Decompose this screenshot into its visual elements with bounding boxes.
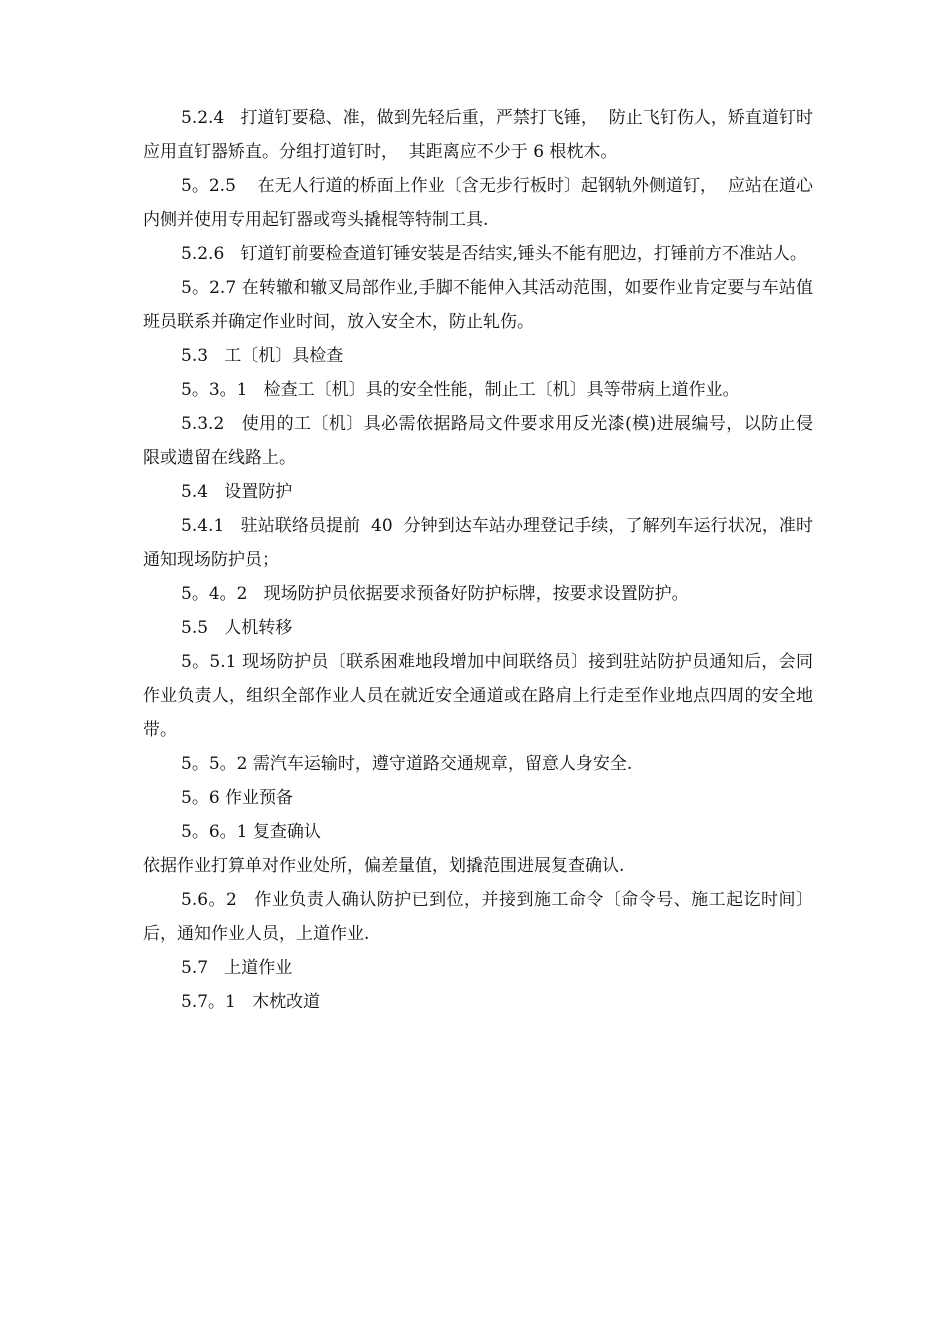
heading-5-5: 5.5 人机转移: [181, 618, 293, 638]
paragraph-recheck: 依据作业打算单对作业处所，偏差量值，划撬范围进展复查确认.: [143, 856, 625, 876]
heading-5-3: 5.3 工〔机〕具检查: [181, 346, 344, 366]
heading-5-6-1: 5。6。1 复查确认: [181, 822, 321, 842]
heading-5-4: 5.4 设置防护: [181, 482, 293, 502]
heading-5-7: 5.7 上道作业: [181, 958, 293, 978]
paragraph-5-2-4: 5.2.4 打道钉要稳、准，做到先轻后重，严禁打飞锤， 防止飞钉伤人，矫直道钉时应用直钉器矫直。分组打道钉时， 其距离应不少于 6 根枕木。: [143, 108, 813, 162]
heading-5-6: 5。6 作业预备: [181, 788, 294, 808]
paragraph-5-5-1: 5。5.1 现场防护员〔联系困难地段增加中间联络员〕接到驻站防护员通知后，会同作业负责人，组织全部作业人员在就近安全通道或在路肩上行走至作业地点四周的安全地带。: [143, 652, 813, 740]
paragraph-5-2-7: 5。2.7 在转辙和辙叉局部作业,手脚不能伸入其活动范围，如要作业肯定要与车站值班员联系并确定作业时间，放入安全木，防止轧伤。: [143, 278, 813, 332]
paragraph-5-3-2: 5.3.2 使用的工〔机〕具必需依据路局文件要求用反光漆(模)进展编号，以防止侵限或遗留在线路上。: [143, 414, 813, 468]
paragraph-5-6-2: 5.6。2 作业负责人确认防护已到位，并接到施工命令〔命令号、施工起讫时间〕后，通知作业人员，上道作业.: [143, 890, 813, 944]
paragraph-5-5-2: 5。5。2 需汽车运输时，遵守道路交通规章，留意人身安全.: [181, 754, 633, 774]
paragraph-5-2-6: 5.2.6 钉道钉前要检查道钉锤安装是否结实,锤头不能有肥边，打锤前方不准站人。: [181, 244, 807, 264]
heading-5-7-1: 5.7。1 木枕改道: [181, 992, 321, 1012]
paragraph-5-4-2: 5。4。2 现场防护员依据要求预备好防护标牌，按要求设置防护。: [181, 584, 689, 604]
paragraph-5-3-1: 5。3。1 检查工〔机〕具的安全性能，制止工〔机〕具等带病上道作业。: [181, 380, 740, 400]
document-body: [143, 101, 813, 1019]
paragraph-5-2-5: 5。2.5 在无人行道的桥面上作业〔含无步行板时〕起钢轨外侧道钉， 应站在道心内侧并使用专用起钉器或弯头撬棍等特制工具.: [143, 176, 813, 230]
paragraph-5-4-1: 5.4.1 驻站联络员提前 40 分钟到达车站办理登记手续，了解列车运行状况，准时通知现场防护员；: [143, 516, 813, 570]
